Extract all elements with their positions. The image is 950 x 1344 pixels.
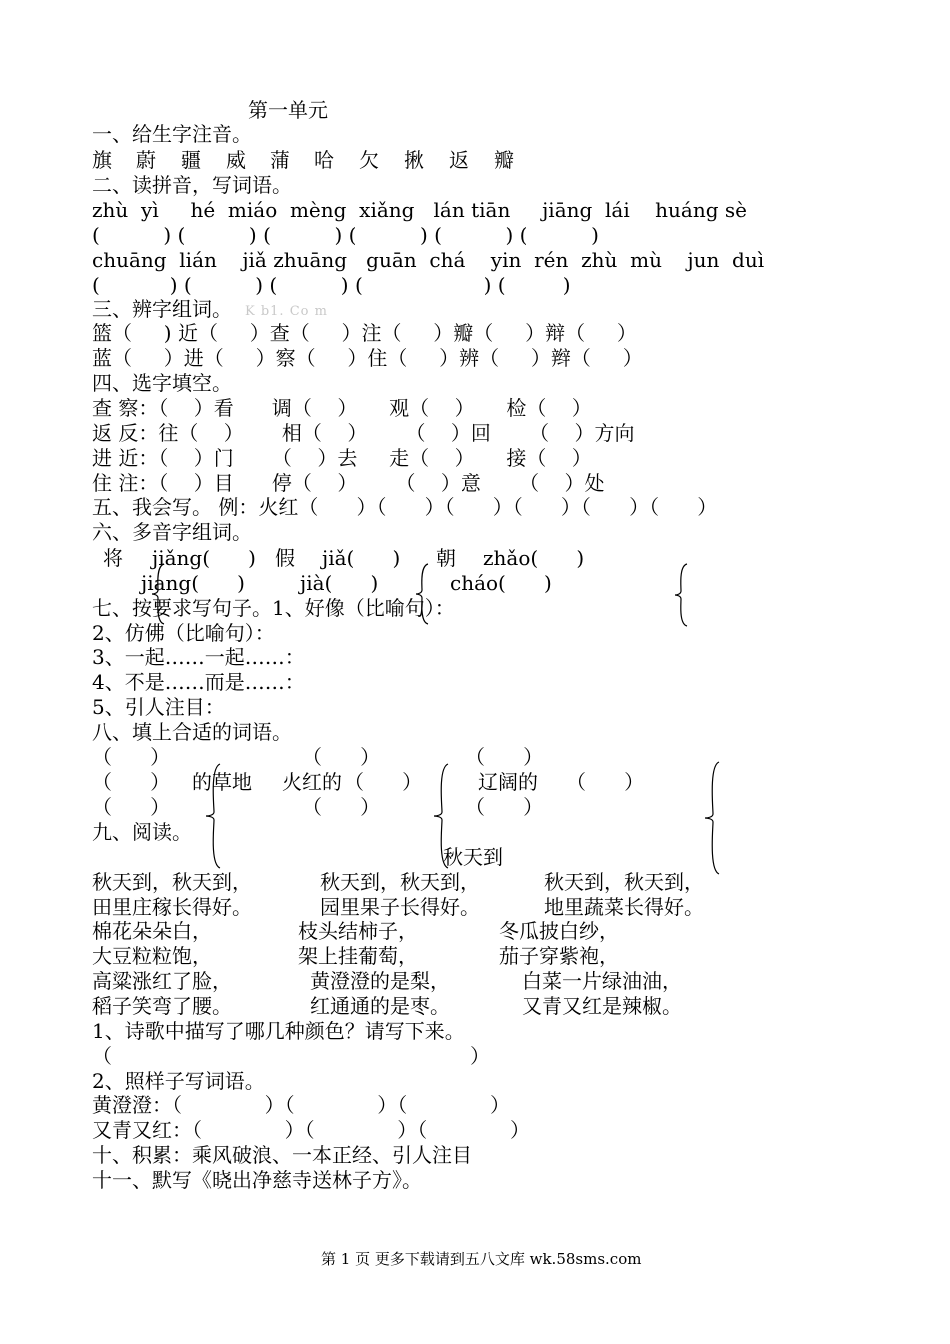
- brace-icon: [204, 762, 226, 870]
- phrase-huohong: 火红的: [282, 770, 342, 794]
- choose-row: 返 反：往（ ） 相（ ） （ ）回 （ ）方向: [92, 421, 635, 445]
- sentence-item: 2、仿佛（比喻句）：: [92, 621, 275, 645]
- brace-icon: [703, 760, 725, 876]
- char: 欠: [359, 148, 379, 172]
- char: 疆: [181, 148, 201, 172]
- polyphone-reading: jiǎ( ): [322, 546, 401, 570]
- char: 蔚: [136, 148, 156, 172]
- blank-row-2: ( ) ( ) ( ) ( ) ( ): [92, 273, 571, 297]
- brace-icon: [673, 562, 693, 628]
- poem-line: 红通通的是枣。: [310, 994, 450, 1018]
- polyphone-reading: zhǎo( ): [483, 546, 585, 570]
- char: 揪: [404, 148, 424, 172]
- char: 哈: [314, 148, 334, 172]
- choose-row: 查 察：（ ）看 调（ ） 观（ ） 检（ ）: [92, 396, 592, 420]
- brace-icon: [414, 562, 434, 626]
- poem-line: 冬瓜披白纱，: [499, 919, 619, 943]
- blank: （ ）: [465, 745, 544, 769]
- poem-line: 枝头结柿子，: [298, 919, 418, 943]
- compare-row-1: 篮（ ) 近（ ）查（ ）注（ ）瓣（ ）辩（ ）: [92, 321, 637, 345]
- answer-close-paren: ）: [470, 1044, 490, 1068]
- poem-line: 园里果子长得好。: [320, 895, 480, 919]
- poem-line: 茄子穿紫袍，: [499, 944, 619, 968]
- compare-row-2: 蓝（ ）进（ ）察（ ）住（ ）辨（ ）辫（ ）: [92, 346, 643, 370]
- poem-line: 白菜一片绿油油，: [522, 969, 682, 993]
- poem-title: 秋天到: [443, 845, 503, 869]
- poem-line: 棉花朵朵白，: [92, 919, 212, 943]
- poem-line: 又青又红是辣椒。: [522, 994, 682, 1018]
- polyphone-reading: jiǎng( ): [152, 546, 256, 570]
- word-pattern-row: 黄澄澄：（ ）（ ）（ ）: [92, 1093, 510, 1117]
- word-pattern-row: 又青又红：（ ）（ ）（ ）: [92, 1118, 530, 1142]
- answer-open-paren: （: [92, 1044, 112, 1068]
- brace-icon: [432, 762, 454, 870]
- poem-line: 架上挂葡萄，: [298, 944, 418, 968]
- page-title: 第一单元: [248, 98, 328, 122]
- polyphone-reading: cháo( ): [450, 571, 552, 595]
- blank: （ ）: [566, 770, 645, 794]
- brace-icon: [150, 562, 170, 626]
- poem-line: 秋天到，秋天到，: [544, 870, 704, 894]
- section-9-heading: 九、阅读。: [92, 820, 192, 844]
- section-6-heading: 六、多音字组词。: [92, 520, 252, 544]
- section-1-heading: 一、给生字注音。: [92, 122, 252, 146]
- polyphone-char: 朝: [436, 546, 456, 570]
- blank: （ ）: [92, 745, 171, 769]
- poem-line: 秋天到，秋天到，: [320, 870, 480, 894]
- sentence-item: 5、引人注目：: [92, 695, 225, 719]
- section-4-heading: 四、选字填空。: [92, 371, 232, 395]
- polyphone-char: 将: [103, 546, 123, 570]
- char: 瓣: [494, 148, 514, 172]
- blank: （ ）: [302, 795, 381, 819]
- choose-row: 住 注：（ ）目 停（ ） （ ）意 （ ）处: [92, 471, 605, 495]
- question-2: 2、照样子写词语。: [92, 1069, 265, 1093]
- poem-line: 田里庄稼长得好。: [92, 895, 252, 919]
- poem-line: 高粱涨红了脸，: [92, 969, 232, 993]
- sentence-item: 4、不是……而是……：: [92, 670, 305, 694]
- section-3-heading: 三、辨字组词。: [92, 297, 232, 321]
- char: 返: [449, 148, 469, 172]
- blank-row-1: ( ) ( ) ( ) ( ) ( ) ( ): [92, 223, 599, 247]
- question-1: 1、诗歌中描写了哪几种颜色？请写下来。: [92, 1019, 465, 1043]
- choose-row: 进 近：（ ）门 （ ）去 走（ ） 接（ ）: [92, 446, 592, 470]
- section-10-line: 十、积累：乘风破浪、一本正经、引人注目: [92, 1143, 472, 1167]
- blank: （ ）: [302, 745, 381, 769]
- blank: （ ）: [92, 795, 171, 819]
- sentence-item: 3、一起……一起……：: [92, 645, 305, 669]
- char: 蒲: [270, 148, 290, 172]
- watermark: K b1. Co m: [245, 304, 328, 319]
- phrase-liaokuo: 辽阔的: [478, 770, 538, 794]
- section-11-line: 十一、默写《晓出净慈寺送林子方》。: [92, 1168, 422, 1192]
- char: 旗: [92, 148, 112, 172]
- section-5-line: 五、我会写。 例：火红（ ）（ ）（ ）（ ）（ ）（ ）: [92, 495, 718, 519]
- blank: （ ）: [465, 795, 544, 819]
- section-7-heading: 七、按要求写句子。1、好像（比喻句）：: [92, 596, 455, 620]
- poem-line: 秋天到，秋天到，: [92, 870, 252, 894]
- char: 威: [226, 148, 246, 172]
- blank: （ ）: [344, 770, 423, 794]
- pinyin-row-1: zhù yì hé miáo mèng xiǎng lán tiān jiāng lái huáng sè: [92, 198, 747, 222]
- pinyin-row-2: chuāng lián jiǎ zhuāng guān chá yin rén zhù mù jun duì: [92, 248, 765, 272]
- poem-line: 地里蔬菜长得好。: [544, 895, 704, 919]
- polyphone-reading: jiang( ): [141, 571, 245, 595]
- poem-line: 稻子笑弯了腰。: [92, 994, 232, 1018]
- page-footer: 第 1 页 更多下载请到五八文库 wk.58sms.com: [321, 1250, 642, 1268]
- section-8-heading: 八、填上合适的词语。: [92, 720, 292, 744]
- polyphone-reading: jià( ): [300, 571, 379, 595]
- poem-line: 黄澄澄的是梨，: [310, 969, 450, 993]
- phrase-caodi: 的草地: [192, 770, 252, 794]
- blank: （ ）: [92, 770, 171, 794]
- polyphone-char: 假: [275, 546, 295, 570]
- section-2-heading: 二、读拼音，写词语。: [92, 173, 292, 197]
- poem-line: 大豆粒粒饱，: [92, 944, 212, 968]
